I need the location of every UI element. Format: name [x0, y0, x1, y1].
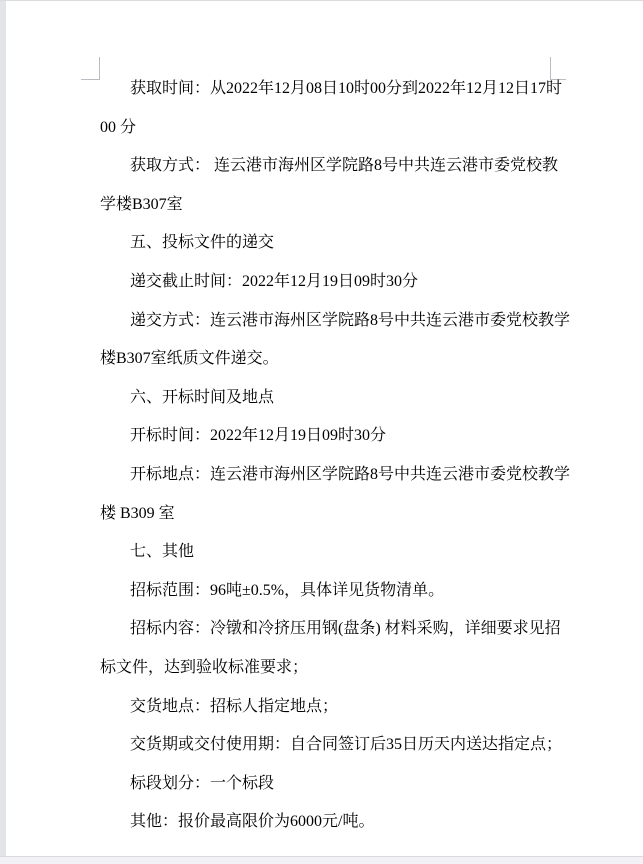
app-background-top-edge: [0, 0, 643, 1]
text-line[interactable]: 六、开标时间及地点: [130, 388, 275, 406]
app-background-left-edge: [0, 0, 6, 864]
text-line[interactable]: 开标地点：连云港市海州区学院路8号中共连云港市委党校教学: [130, 465, 571, 483]
page-bottom-gap: [0, 856, 643, 864]
text-line[interactable]: 标文件，达到验收标准要求；: [100, 658, 309, 676]
text-line[interactable]: 招标内容：冷镦和冷挤压用钢(盘条) 材料采购，详细要求见招: [130, 620, 561, 638]
text-lines[interactable]: [100, 70, 571, 842]
text-line[interactable]: 递交方式：连云港市海州区学院路8号中共连云港市委党校教学: [130, 311, 571, 329]
text-line[interactable]: 递交截止时间：2022年12月19日09时30分: [130, 272, 419, 290]
text-line[interactable]: 00 分: [100, 118, 137, 136]
text-line[interactable]: 七、其他: [130, 543, 195, 561]
text-line[interactable]: 获取方式： 连云港市海州区学院路8号中共连云港市委党校教: [130, 157, 559, 175]
text-line[interactable]: 交货期或交付使用期：自合同签订后35日历天内送达指定点；: [130, 736, 563, 754]
text-line[interactable]: 标段划分：一个标段: [130, 774, 275, 792]
margin-crop-mark-top-left: [81, 57, 100, 80]
text-line[interactable]: 获取时间：从2022年12月08日10时00分到2022年12月12日17时: [130, 80, 563, 97]
text-line[interactable]: 学楼B307室: [100, 195, 183, 213]
text-line[interactable]: 其他：报价最高限价为6000元/吨。: [130, 813, 375, 831]
text-line[interactable]: 招标范围：96吨±0.5%，具体详见货物清单。: [130, 581, 445, 599]
text-line[interactable]: 交货地点：招标人指定地点；: [130, 697, 339, 715]
text-line[interactable]: 楼B307室纸质文件递交。: [100, 350, 279, 368]
text-line[interactable]: 开标时间：2022年12月19日09时30分: [130, 427, 387, 445]
text-line[interactable]: 五、投标文件的递交: [130, 234, 275, 252]
text-line[interactable]: 楼 B309 室: [100, 504, 175, 522]
